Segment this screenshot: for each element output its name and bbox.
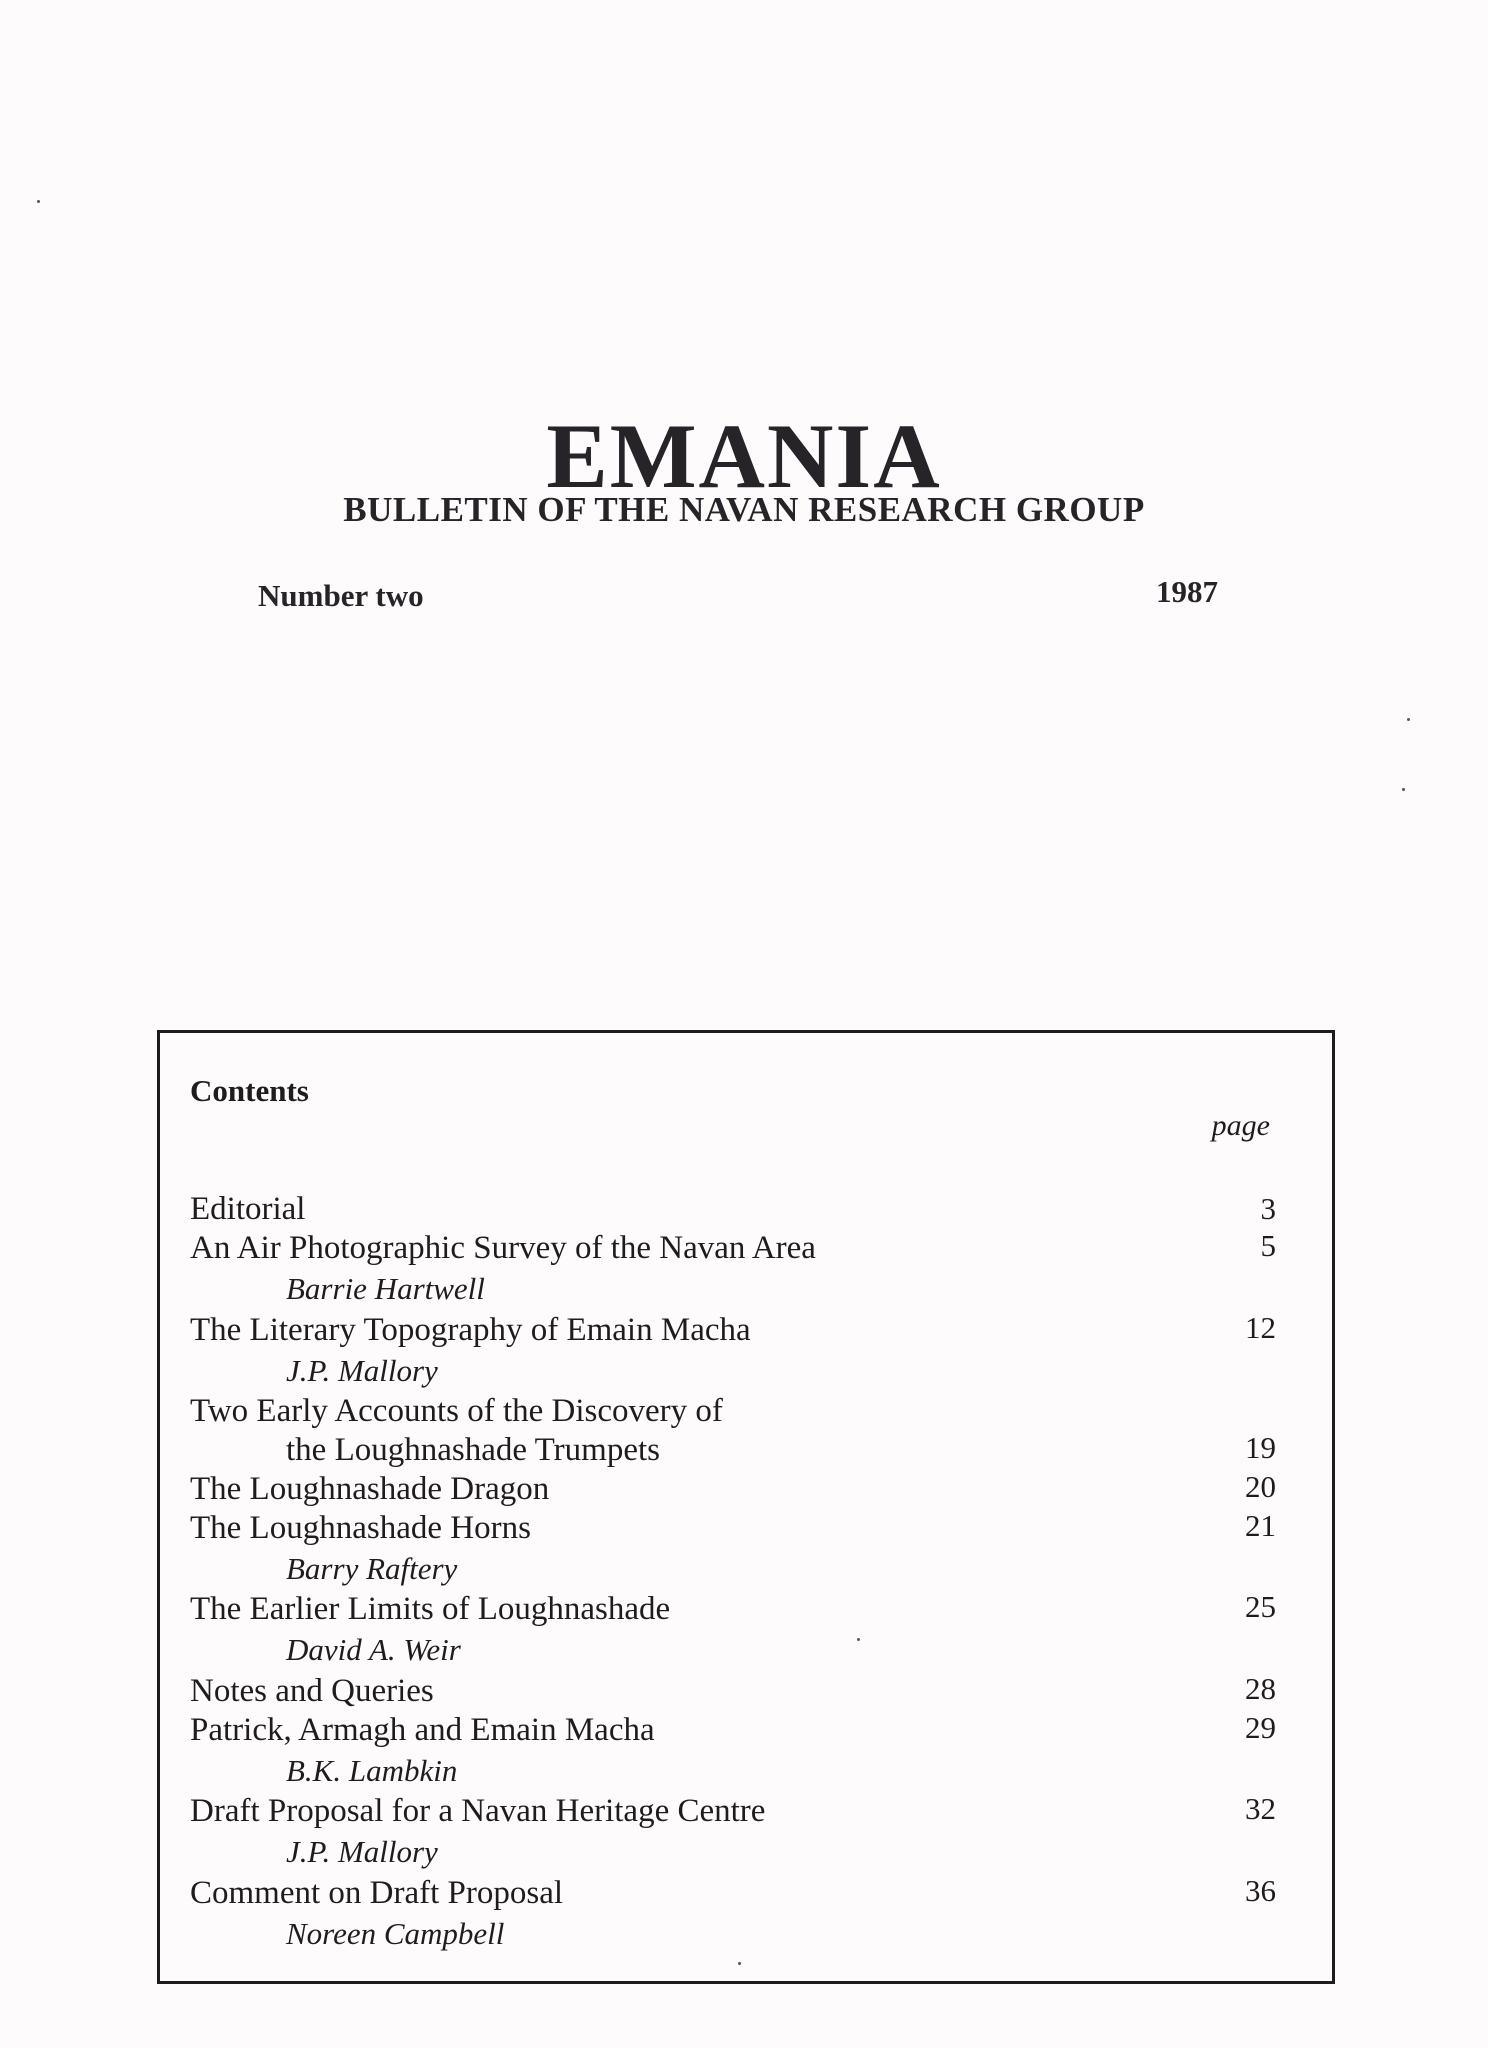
toc-entry-page: 5	[1260, 1228, 1276, 1263]
toc-entry-author: J.P. Mallory	[286, 1353, 438, 1388]
bulletin-title: EMANIA	[546, 404, 942, 507]
toc-entry-author: Barry Raftery	[286, 1551, 458, 1586]
toc-entry-author: Noreen Campbell	[286, 1916, 505, 1951]
toc-entry-title: The Loughnashade Horns	[190, 1510, 531, 1546]
toc-entry-title: The Earlier Limits of Loughnashade	[190, 1591, 671, 1627]
paper-speck	[1402, 788, 1405, 791]
paper-speck	[37, 200, 40, 203]
page-column-label: page	[1211, 1109, 1270, 1142]
toc-entry-title: Editorial	[190, 1191, 306, 1227]
toc-entry-page: 36	[1245, 1873, 1276, 1908]
toc-entry-page: 21	[1245, 1508, 1276, 1543]
toc-entry-title-continued: the Loughnashade Trumpets	[286, 1432, 660, 1468]
toc-entry-page: 25	[1245, 1589, 1276, 1624]
toc-entry-title: The Literary Topography of Emain Macha	[190, 1312, 751, 1348]
toc-entry-page: 19	[1245, 1430, 1276, 1465]
toc-entry-page: 32	[1245, 1791, 1276, 1826]
toc-entry-title: Patrick, Armagh and Emain Macha	[190, 1712, 655, 1748]
toc-entry-author: David A. Weir	[286, 1632, 461, 1667]
toc-entry-title: Notes and Queries	[190, 1673, 434, 1709]
paper-speck	[1407, 718, 1410, 721]
toc-entry-title: The Loughnashade Dragon	[190, 1471, 550, 1507]
toc-entry-title: An Air Photographic Survey of the Navan Area	[190, 1230, 816, 1266]
issue-number: Number two	[258, 578, 424, 613]
toc-entry-title: Draft Proposal for a Navan Heritage Centre	[190, 1793, 766, 1829]
contents-box	[157, 1030, 1335, 1984]
toc-entry-author: Barrie Hartwell	[286, 1271, 485, 1306]
issue-year: 1987	[1156, 574, 1218, 609]
contents-heading: Contents	[190, 1073, 309, 1108]
toc-entry-title: Comment on Draft Proposal	[190, 1875, 564, 1911]
toc-entry-page: 20	[1245, 1469, 1276, 1504]
toc-entry-page: 28	[1245, 1671, 1276, 1706]
bulletin-subtitle: BULLETIN OF THE NAVAN RESEARCH GROUP	[343, 490, 1145, 529]
toc-entry-author: B.K. Lambkin	[286, 1753, 458, 1788]
toc-entry-author: J.P. Mallory	[286, 1834, 438, 1869]
toc-entry-page: 3	[1260, 1191, 1276, 1226]
toc-entry-page: 12	[1245, 1310, 1276, 1345]
toc-entry-page: 29	[1245, 1710, 1276, 1745]
toc-entry-title: Two Early Accounts of the Discovery of	[190, 1393, 723, 1429]
